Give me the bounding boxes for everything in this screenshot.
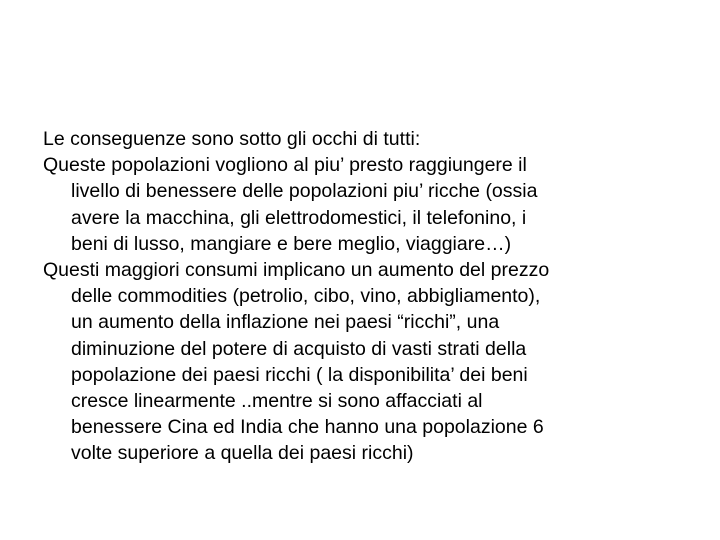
paragraph-consumption: Questi maggiori consumi implicano un aumento del prezzo delle commodities (petrolio, cibo, vino, abbigliamento), un aumento della inflazione nei paesi “ricchi”, una diminuzione del potere di acquisto di vasti strati della popolazione dei paesi ricchi ( la disponibilita’ dei beni cresce linearmente ..mentre si sono affacciati al benessere Cina ed India che hanno una popolazione 6 volte superiore a quella dei paesi ricchi) [43,259,550,465]
paragraph-wellbeing: Queste popolazioni vogliono al piu’ presto raggiungere il livello di benessere delle popolazioni piu’ ricche (ossia avere la macchina, gli elettrodomestici, il telefonino, i beni di lusso, mangiare e bere meglio, viaggiare…) [43,154,538,255]
slide-body [43,126,683,467]
paragraph-intro: Le conseguenze sono sotto gli occhi di tutti: [43,128,421,150]
